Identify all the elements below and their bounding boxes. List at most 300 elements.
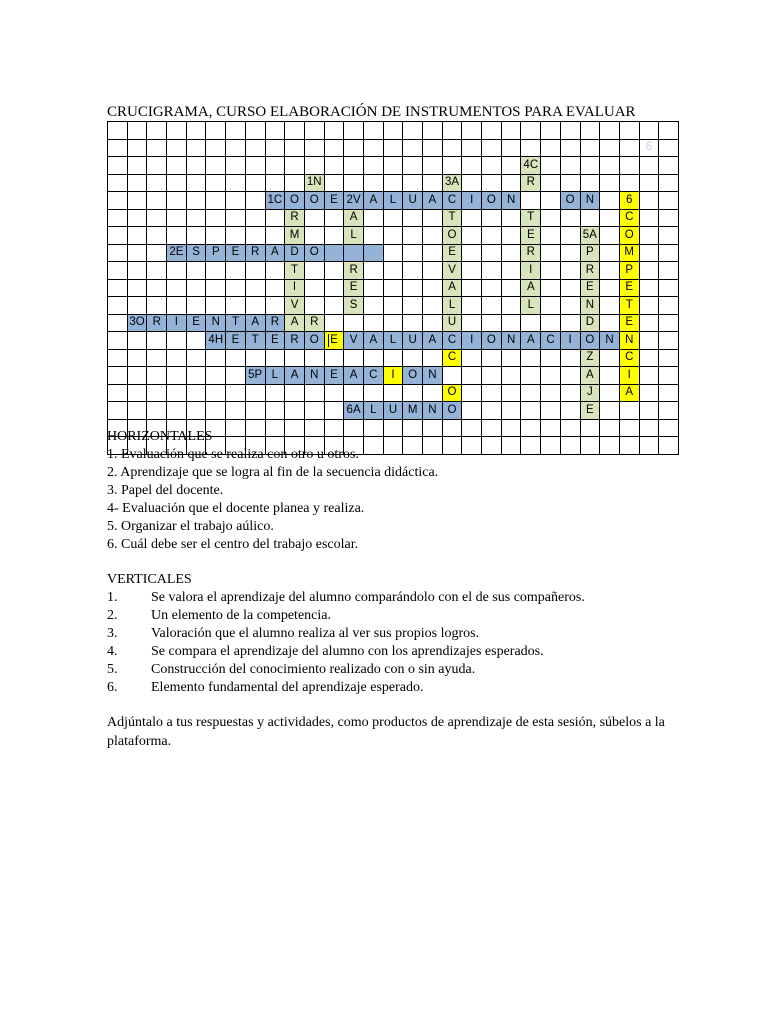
grid-row — [108, 314, 679, 332]
grid-cell: E — [442, 244, 462, 262]
grid-cell: A — [265, 244, 285, 262]
horizontal-clue-5: 5. Organizar el trabajo aúlico. — [107, 519, 274, 534]
vertical-clue-3 — [107, 625, 585, 643]
grid-cell — [560, 402, 580, 420]
grid-cell: Z — [580, 349, 600, 367]
grid-cell — [482, 314, 502, 332]
grid-cell — [501, 157, 521, 175]
grid-cell — [462, 437, 482, 455]
grid-cell — [167, 297, 187, 315]
grid-cell: N — [304, 367, 324, 385]
grid-cell — [226, 279, 246, 297]
grid-cell — [482, 402, 502, 420]
grid-cell: M — [285, 227, 305, 245]
grid-cell — [639, 122, 659, 140]
grid-cell: R — [304, 314, 324, 332]
grid-cell — [600, 122, 620, 140]
grid-cell — [501, 314, 521, 332]
grid-cell — [600, 349, 620, 367]
grid-cell — [363, 279, 383, 297]
grid-cell — [560, 244, 580, 262]
grid-cell — [206, 157, 226, 175]
grid-cell: T — [442, 209, 462, 227]
grid-cell — [147, 157, 167, 175]
grid-cell — [560, 279, 580, 297]
grid-cell — [600, 139, 620, 157]
grid-cell — [344, 384, 364, 402]
grid-cell: I — [462, 332, 482, 350]
grid-row — [108, 384, 679, 402]
grid-cell — [245, 349, 265, 367]
grid-cell — [619, 157, 639, 175]
grid-cell: S — [186, 244, 206, 262]
grid-cell — [560, 122, 580, 140]
vertical-clue-5 — [107, 661, 585, 679]
grid-cell — [363, 297, 383, 315]
grid-cell — [462, 227, 482, 245]
grid-cell — [108, 227, 128, 245]
grid-cell — [560, 297, 580, 315]
grid-row — [108, 139, 679, 157]
grid-cell — [167, 174, 187, 192]
grid-cell — [245, 192, 265, 210]
grid-cell — [226, 122, 246, 140]
grid-cell — [639, 402, 659, 420]
grid-cell — [363, 209, 383, 227]
grid-cell — [659, 209, 679, 227]
grid-cell: U — [403, 332, 423, 350]
grid-cell — [344, 139, 364, 157]
grid-cell — [560, 157, 580, 175]
clue-number: 3. — [107, 626, 118, 641]
grid-cell — [462, 314, 482, 332]
grid-cell — [619, 122, 639, 140]
grid-cell — [108, 262, 128, 280]
grid-cell — [423, 157, 443, 175]
grid-cell: 3A — [442, 174, 462, 192]
grid-cell — [482, 174, 502, 192]
grid-cell — [363, 139, 383, 157]
grid-cell — [304, 139, 324, 157]
grid-cell: R — [521, 174, 541, 192]
grid-cell — [659, 349, 679, 367]
grid-cell — [206, 139, 226, 157]
grid-cell: I — [285, 279, 305, 297]
grid-cell — [186, 332, 206, 350]
grid-cell — [521, 349, 541, 367]
grid-cell: R — [344, 262, 364, 280]
grid-cell: R — [147, 314, 167, 332]
grid-cell — [560, 419, 580, 437]
grid-cell — [167, 209, 187, 227]
grid-cell — [560, 227, 580, 245]
grid-cell — [245, 384, 265, 402]
grid-row — [108, 192, 679, 210]
grid-cell — [462, 209, 482, 227]
grid-cell — [147, 402, 167, 420]
grid-cell — [521, 384, 541, 402]
clue-number: 5. — [107, 662, 118, 677]
grid-cell — [423, 279, 443, 297]
grid-row — [108, 157, 679, 175]
grid-cell — [167, 367, 187, 385]
grid-cell — [324, 139, 344, 157]
grid-cell — [206, 192, 226, 210]
grid-cell — [167, 192, 187, 210]
grid-cell — [462, 349, 482, 367]
grid-cell: N — [619, 332, 639, 350]
grid-cell: R — [265, 314, 285, 332]
grid-row — [108, 297, 679, 315]
grid-cell — [383, 279, 403, 297]
grid-cell — [423, 174, 443, 192]
grid-cell — [127, 402, 147, 420]
grid-cell — [265, 384, 285, 402]
grid-cell — [600, 402, 620, 420]
grid-cell — [186, 122, 206, 140]
grid-cell — [639, 332, 659, 350]
grid-cell: N — [580, 297, 600, 315]
grid-cell — [344, 122, 364, 140]
grid-cell — [265, 157, 285, 175]
grid-cell: P — [619, 262, 639, 280]
grid-cell — [383, 384, 403, 402]
grid-cell — [659, 402, 679, 420]
grid-cell — [108, 122, 128, 140]
grid-cell: 5P — [245, 367, 265, 385]
grid-cell — [442, 367, 462, 385]
grid-cell — [324, 402, 344, 420]
clue-number: 2. — [107, 608, 118, 623]
grid-cell: L — [363, 402, 383, 420]
grid-cell — [226, 402, 246, 420]
grid-cell — [521, 419, 541, 437]
grid-cell — [600, 437, 620, 455]
footer-instructions: Adjúntalo a tus respuestas y actividades, como productos de aprendizaje de esta sesión, súbelos a la plataforma. — [107, 715, 665, 749]
grid-cell: 4C — [521, 157, 541, 175]
grid-cell — [167, 332, 187, 350]
grid-cell — [560, 384, 580, 402]
grid-cell: E — [580, 279, 600, 297]
grid-cell — [324, 297, 344, 315]
grid-cell — [304, 384, 324, 402]
grid-cell: A — [423, 332, 443, 350]
grid-cell — [127, 262, 147, 280]
grid-cell — [600, 174, 620, 192]
grid-cell: C — [619, 349, 639, 367]
grid-cell — [167, 279, 187, 297]
grid-cell — [541, 174, 561, 192]
grid-cell — [619, 139, 639, 157]
grid-cell — [560, 209, 580, 227]
grid-cell — [403, 279, 423, 297]
grid-cell — [403, 244, 423, 262]
grid-cell: E — [324, 367, 344, 385]
grid-cell — [147, 384, 167, 402]
grid-row — [108, 244, 679, 262]
grid-cell — [285, 139, 305, 157]
grid-cell — [304, 297, 324, 315]
grid-cell — [462, 139, 482, 157]
grid-cell — [442, 419, 462, 437]
grid-cell — [285, 384, 305, 402]
grid-cell — [541, 192, 561, 210]
grid-cell — [206, 122, 226, 140]
grid-cell — [186, 367, 206, 385]
grid-cell — [245, 297, 265, 315]
grid-cell: E — [265, 332, 285, 350]
grid-cell — [206, 227, 226, 245]
grid-cell — [108, 349, 128, 367]
grid-cell — [462, 157, 482, 175]
grid-cell — [541, 384, 561, 402]
grid-cell — [521, 314, 541, 332]
horizontal-clue-3: 3. Papel del docente. — [107, 483, 224, 498]
grid-cell — [363, 314, 383, 332]
grid-cell — [619, 402, 639, 420]
vertical-clue-6 — [107, 679, 585, 697]
grid-cell — [108, 174, 128, 192]
grid-cell — [482, 139, 502, 157]
grid-cell — [127, 367, 147, 385]
grid-cell — [659, 419, 679, 437]
grid-cell — [482, 209, 502, 227]
grid-cell: O — [560, 192, 580, 210]
grid-cell — [501, 122, 521, 140]
grid-cell — [600, 244, 620, 262]
grid-cell — [265, 349, 285, 367]
grid-cell — [108, 192, 128, 210]
vertical-clue-4 — [107, 643, 585, 661]
grid-cell — [560, 262, 580, 280]
grid-cell: 5A — [580, 227, 600, 245]
grid-cell — [501, 139, 521, 157]
grid-cell — [245, 227, 265, 245]
grid-cell — [186, 349, 206, 367]
grid-cell — [541, 157, 561, 175]
grid-cell — [304, 227, 324, 245]
grid-cell — [462, 297, 482, 315]
grid-cell — [206, 367, 226, 385]
grid-cell — [304, 122, 324, 140]
grid-row — [108, 122, 679, 140]
grid-cell: U — [403, 192, 423, 210]
grid-cell — [403, 262, 423, 280]
grid-cell: A — [344, 209, 364, 227]
grid-cell — [423, 209, 443, 227]
grid-cell — [108, 209, 128, 227]
grid-cell — [501, 349, 521, 367]
grid-row — [108, 332, 679, 350]
grid-cell — [521, 192, 541, 210]
grid-cell — [600, 279, 620, 297]
grid-cell — [423, 227, 443, 245]
grid-cell: I — [383, 367, 403, 385]
grid-cell — [304, 279, 324, 297]
grid-cell — [482, 367, 502, 385]
grid-cell: N — [600, 332, 620, 350]
grid-cell — [127, 174, 147, 192]
grid-cell — [442, 139, 462, 157]
grid-cell: T — [245, 332, 265, 350]
grid-cell: I — [619, 367, 639, 385]
grid-cell: D — [285, 244, 305, 262]
grid-cell — [482, 262, 502, 280]
grid-cell — [501, 209, 521, 227]
grid-cell: L — [521, 297, 541, 315]
grid-cell — [423, 122, 443, 140]
grid-cell — [521, 122, 541, 140]
grid-cell — [521, 402, 541, 420]
grid-cell — [324, 314, 344, 332]
grid-cell — [127, 244, 147, 262]
grid-cell — [423, 297, 443, 315]
grid-cell — [659, 367, 679, 385]
grid-cell — [245, 262, 265, 280]
grid-cell — [304, 262, 324, 280]
grid-cell — [363, 174, 383, 192]
verticales-heading: VERTICALES — [107, 572, 192, 587]
clue-number: 6. — [107, 680, 118, 695]
grid-cell — [108, 402, 128, 420]
grid-cell — [363, 122, 383, 140]
clue-text: Un elemento de la competencia. — [151, 608, 331, 623]
grid-cell: C — [442, 192, 462, 210]
grid-cell — [462, 262, 482, 280]
grid-cell — [403, 122, 423, 140]
clue-text: Elemento fundamental del aprendizaje esperado. — [151, 680, 424, 695]
grid-cell: T — [521, 209, 541, 227]
grid-cell — [324, 262, 344, 280]
grid-cell — [442, 122, 462, 140]
grid-cell — [324, 384, 344, 402]
horizontal-clue-4: 4- Evaluación que el docente planea y realiza. — [107, 501, 365, 516]
grid-cell — [423, 314, 443, 332]
grid-cell — [541, 262, 561, 280]
horizontales-heading: HORIZONTALES — [107, 429, 213, 444]
grid-cell — [147, 244, 167, 262]
grid-cell — [462, 279, 482, 297]
grid-cell — [639, 367, 659, 385]
grid-cell — [659, 139, 679, 157]
grid-cell: V — [442, 262, 462, 280]
grid-cell: N — [580, 192, 600, 210]
grid-cell — [304, 402, 324, 420]
horizontal-clue-2: 2. Aprendizaje que se logra al fin de la secuencia didáctica. — [107, 465, 439, 480]
grid-cell: 6 — [639, 139, 659, 157]
grid-cell — [147, 367, 167, 385]
grid-cell — [324, 227, 344, 245]
grid-cell — [186, 192, 206, 210]
grid-cell — [285, 349, 305, 367]
grid-cell — [324, 209, 344, 227]
grid-cell — [226, 139, 246, 157]
grid-cell — [639, 244, 659, 262]
grid-cell — [423, 139, 443, 157]
grid-cell — [501, 297, 521, 315]
grid-cell — [363, 157, 383, 175]
grid-cell — [521, 437, 541, 455]
grid-cell — [285, 402, 305, 420]
grid-cell — [127, 227, 147, 245]
horizontal-clue-6: 6. Cuál debe ser el centro del trabajo escolar. — [107, 537, 359, 552]
grid-cell — [383, 209, 403, 227]
grid-cell — [501, 174, 521, 192]
grid-cell — [167, 349, 187, 367]
grid-cell — [541, 367, 561, 385]
grid-cell — [206, 402, 226, 420]
grid-cell: A — [423, 192, 443, 210]
grid-cell — [659, 384, 679, 402]
grid-cell — [442, 437, 462, 455]
grid-cell — [186, 297, 206, 315]
grid-cell — [147, 209, 167, 227]
grid-cell — [501, 279, 521, 297]
grid-cell — [403, 174, 423, 192]
grid-cell — [560, 174, 580, 192]
grid-cell: U — [383, 402, 403, 420]
grid-cell: A — [344, 367, 364, 385]
grid-cell — [600, 297, 620, 315]
grid-cell — [265, 279, 285, 297]
grid-cell — [186, 157, 206, 175]
grid-cell: O — [482, 192, 502, 210]
grid-cell — [541, 297, 561, 315]
grid-cell: O — [619, 227, 639, 245]
grid-cell — [363, 227, 383, 245]
grid-cell: L — [383, 332, 403, 350]
grid-cell: C — [541, 332, 561, 350]
grid-cell — [541, 349, 561, 367]
grid-cell — [226, 227, 246, 245]
grid-cell — [482, 297, 502, 315]
vertical-clue-1 — [107, 589, 585, 607]
grid-cell — [600, 367, 620, 385]
grid-cell — [659, 157, 679, 175]
grid-cell — [108, 314, 128, 332]
grid-cell — [383, 314, 403, 332]
grid-cell: E — [580, 402, 600, 420]
grid-cell — [639, 192, 659, 210]
grid-cell — [206, 349, 226, 367]
grid-cell — [245, 402, 265, 420]
grid-cell — [580, 139, 600, 157]
grid-cell — [206, 174, 226, 192]
grid-cell — [186, 227, 206, 245]
grid-cell — [403, 314, 423, 332]
grid-cell — [245, 122, 265, 140]
grid-cell — [265, 297, 285, 315]
grid-cell — [639, 349, 659, 367]
grid-cell — [167, 227, 187, 245]
horizontal-clue-1: 1. Evaluación que se realiza con otro u otros. — [107, 447, 359, 462]
grid-cell — [423, 244, 443, 262]
grid-cell: A — [245, 314, 265, 332]
grid-cell: A — [619, 384, 639, 402]
grid-cell — [383, 157, 403, 175]
grid-cell — [186, 209, 206, 227]
clue-number: 4. — [107, 644, 118, 659]
grid-cell — [147, 227, 167, 245]
grid-cell — [108, 139, 128, 157]
grid-cell — [482, 419, 502, 437]
grid-cell: I — [521, 262, 541, 280]
grid-cell: O — [403, 367, 423, 385]
grid-cell — [482, 122, 502, 140]
grid-cell: V — [285, 297, 305, 315]
grid-cell: 4H — [206, 332, 226, 350]
grid-cell — [403, 227, 423, 245]
